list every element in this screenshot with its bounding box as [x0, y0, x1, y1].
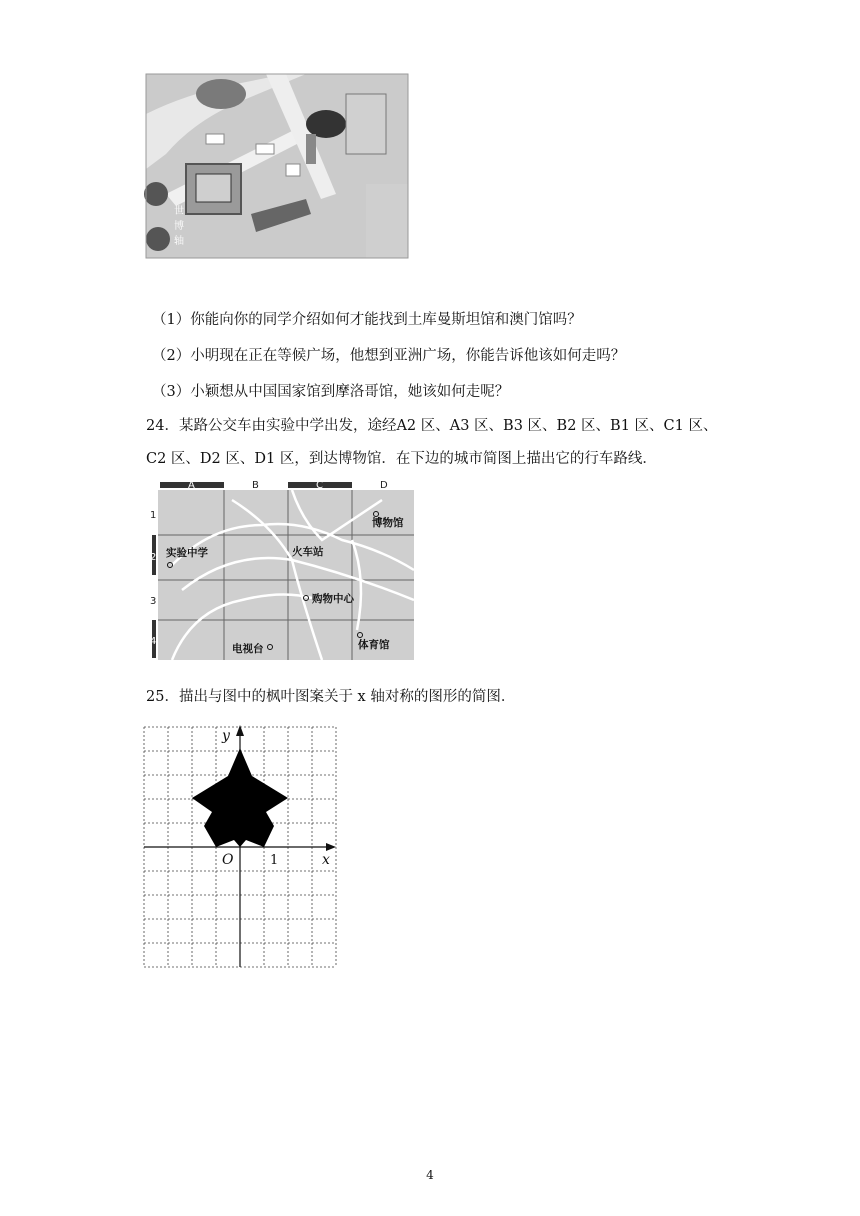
question-23-part-2: （2）小明现在正在等候广场，他想到亚洲广场，你能告诉他该如何走吗？ — [152, 348, 626, 364]
expo-axis-char: 轴 — [174, 236, 184, 247]
expo-axis-char: 博 — [174, 221, 184, 232]
question-25: 25．描出与图中的枫叶图案关于 x 轴对称的图形的简图． — [146, 689, 516, 705]
place-museum: 博物馆 — [372, 517, 404, 529]
place-train-station: 火车站 — [292, 546, 324, 558]
maple-leaf-grid — [140, 722, 340, 972]
col-label-d: D — [380, 480, 388, 491]
col-label-a: A — [188, 480, 195, 491]
y-axis-label: y — [222, 728, 230, 744]
col-label-b: B — [252, 480, 259, 491]
row-label-3: 3 — [150, 596, 157, 607]
question-23-part-3: （3）小颖想从中国国家馆到摩洛哥馆，她该如何走呢？ — [152, 384, 510, 400]
origin-label: O — [222, 852, 234, 868]
x-axis-label: x — [322, 852, 330, 868]
row-label-4: 4 — [150, 636, 157, 647]
page-number: 4 — [426, 1168, 434, 1182]
col-label-c: C — [316, 480, 323, 491]
expo-map-image — [146, 74, 408, 258]
place-stadium: 体育馆 — [358, 639, 390, 651]
row-label-1: 1 — [150, 510, 157, 521]
maple-leaf-icon — [192, 748, 288, 847]
question-23-part-1: （1）你能向你的同学介绍如何才能找到土库曼斯坦馆和澳门馆吗？ — [152, 312, 582, 328]
place-experimental-school: 实验中学 — [166, 547, 208, 559]
question-24-line-1: 24．某路公交车由实验中学出发，途经A2 区、A3 区、B3 区、B2 区、B1 区、C1 区、 — [146, 418, 718, 434]
city-map-image — [152, 480, 414, 660]
x-axis-arrow-icon — [326, 843, 336, 851]
row-label-2: 2 — [150, 552, 157, 563]
place-tv-station: 电视台 — [232, 643, 264, 655]
unit-label: 1 — [270, 853, 279, 868]
place-shopping-center: 购物中心 — [312, 593, 354, 605]
question-24-line-2: C2 区、D2 区、D1 区，到达博物馆．在下边的城市简图上描出它的行车路线． — [146, 451, 657, 467]
expo-axis-char: 世 — [174, 206, 184, 217]
